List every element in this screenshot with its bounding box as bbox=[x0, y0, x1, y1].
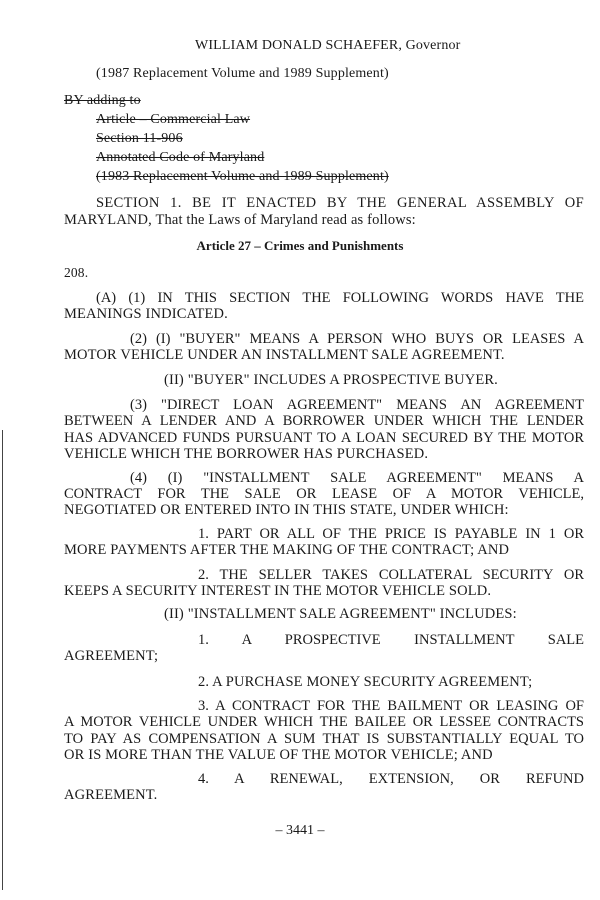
para-a4i-line2: CONTRACT FOR THE SALE OR LEASE OF A MOTOR VEHICLE, bbox=[64, 486, 584, 502]
enacting-clause-line2: MARYLAND, That the Laws of Maryland read as follows: bbox=[64, 212, 416, 228]
article-heading: Article 27 – Crimes and Punishments bbox=[196, 238, 404, 253]
item-ii2: 2. A PURCHASE MONEY SECURITY AGREEMENT; bbox=[198, 674, 533, 690]
para-a1-line2: MEANINGS INDICATED. bbox=[64, 306, 228, 322]
item-i2-line2: KEEPS A SECURITY INTEREST IN THE MOTOR VEHICLE SOLD. bbox=[64, 583, 492, 599]
para-a3-line2: BETWEEN A LENDER AND A BORROWER UNDER WHICH THE LENDER bbox=[64, 413, 584, 429]
repealed-code: Annotated Code of Maryland bbox=[96, 150, 265, 165]
item-i2-line1: 2. THE SELLER TAKES COLLATERAL SECURITY OR bbox=[198, 567, 584, 583]
governor-header: WILLIAM DONALD SCHAEFER, Governor bbox=[195, 38, 461, 53]
item-ii3-line4: OR IS MORE THAN THE VALUE OF THE MOTOR VEHICLE; AND bbox=[64, 747, 493, 763]
item-ii1-line1: 1. A PROSPECTIVE INSTALLMENT SALE bbox=[198, 632, 584, 648]
item-i1-line1: 1. PART OR ALL OF THE PRICE IS PAYABLE IN 1 OR bbox=[198, 526, 584, 542]
repealed-by-adding: BY adding to bbox=[64, 93, 141, 108]
repealed-article: Article – Commercial Law bbox=[96, 112, 251, 127]
para-a2ii: (II) "BUYER" INCLUDES A PROSPECTIVE BUYER. bbox=[164, 372, 498, 388]
para-a3-line4: VEHICLE WHICH THE BORROWER HAS PURCHASED. bbox=[64, 446, 429, 462]
para-a3-line3: HAS ADVANCED FUNDS PURSUANT TO A LOAN SECURED BY THE MOTOR bbox=[64, 430, 584, 446]
item-ii1-line2: AGREEMENT; bbox=[64, 648, 159, 664]
para-a4i-line3: NEGOTIATED OR ENTERED INTO IN THIS STATE, UNDER WHICH: bbox=[64, 502, 509, 518]
item-ii4-line1: 4. A RENEWAL, EXTENSION, OR REFUND bbox=[198, 771, 584, 787]
item-ii3-line3: TO PAY AS COMPENSATION A SUM THAT IS SUBSTANTIALLY EQUAL TO bbox=[64, 731, 584, 747]
item-i1-line2: MORE PAYMENTS AFTER THE MAKING OF THE CONTRACT; AND bbox=[64, 542, 510, 558]
repealed-section: Section 11-906 bbox=[96, 131, 183, 146]
para-a4ii: (II) "INSTALLMENT SALE AGREEMENT" INCLUDES: bbox=[164, 606, 517, 622]
scan-edge-rule bbox=[2, 430, 3, 890]
para-a3-line1: (3) "DIRECT LOAN AGREEMENT" MEANS AN AGREEMENT bbox=[130, 397, 584, 413]
repealed-volume: (1983 Replacement Volume and 1989 Supplement) bbox=[96, 169, 389, 184]
page-number: – 3441 – bbox=[275, 823, 325, 838]
section-number: 208. bbox=[64, 265, 89, 280]
enacting-clause-line1: SECTION 1. BE IT ENACTED BY THE GENERAL ASSEMBLY OF bbox=[96, 195, 584, 211]
code-citation: (1987 Replacement Volume and 1989 Supplement) bbox=[96, 66, 389, 81]
para-a1-line1: (A) (1) IN THIS SECTION THE FOLLOWING WORDS HAVE THE bbox=[96, 290, 584, 306]
para-a2i-line1: (2) (I) "BUYER" MEANS A PERSON WHO BUYS OR LEASES A bbox=[130, 331, 584, 347]
para-a2i-line2: MOTOR VEHICLE UNDER AN INSTALLMENT SALE AGREEMENT. bbox=[64, 347, 505, 363]
para-a4i-line1: (4) (I) "INSTALLMENT SALE AGREEMENT" MEANS A bbox=[130, 470, 584, 486]
item-ii4-line2: AGREEMENT. bbox=[64, 787, 158, 803]
item-ii3-line2: A MOTOR VEHICLE UNDER WHICH THE BAILEE OR LESSEE CONTRACTS bbox=[64, 714, 584, 730]
item-ii3-line1: 3. A CONTRACT FOR THE BAILMENT OR LEASING OF bbox=[198, 698, 584, 714]
